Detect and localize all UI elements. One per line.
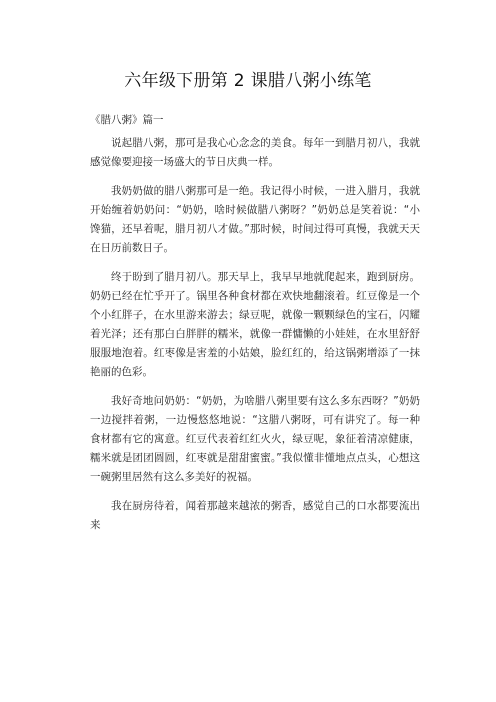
paragraph: 终于盼到了腊月初八。那天早上，我早早地就爬起来，跑到厨房。奶奶已经在忙乎开了。锅里各种食材都在欢快地翻滚着。红豆像是一个个小红胖子，在水里游来游去；绿豆呢，就像一颗颗绿色的宝石，闪耀着光泽；还有那白白胖胖的糯米，就像一群慵懒的小娃娃，在水里舒舒服服地泡着。红枣像是害羞的小姑娘，脸红红的，给这锅粥增添了一抹艳丽的色彩。: [90, 271, 420, 378]
paragraph: 说起腊八粥，那可是我心心念念的美食。每年一到腊月初八，我就感觉像要迎接一场盛大的节日庆典一样。: [90, 137, 420, 168]
paragraph: 我在厨房待着，闻着那越来越浓的粥香，感觉自己的口水都要流出来: [90, 500, 420, 531]
section-heading: 《腊八粥》篇一: [90, 114, 164, 126]
page-title: 六年级下册第 2 课腊八粥小练笔: [124, 71, 372, 91]
paragraph: 我好奇地问奶奶：“奶奶，为啥腊八粥里要有这么多东西呀？”奶奶一边搅拌着粥，一边慢悠悠地说：“这腊八粥呀，可有讲究了。每一种食材都有它的寓意。红豆代表着红红火火，绿豆呢，象征着清凉健康，糯米就是团团圆圆，红枣就是甜甜蜜蜜。”我似懂非懂地点点头，心想这一碗粥里居然有这么多美好的祝福。: [90, 395, 420, 483]
paragraph: 我奶奶做的腊八粥那可是一绝。我记得小时候，一进入腊月，我就开始缠着奶奶问：“奶奶，啥时候做腊八粥呀？”奶奶总是笑着说：“小馋猫，还早着呢，腊月初八才做。”那时候，时间过得可真慢，我就天天在日历前数日子。: [90, 185, 420, 254]
article-body: [90, 134, 420, 545]
